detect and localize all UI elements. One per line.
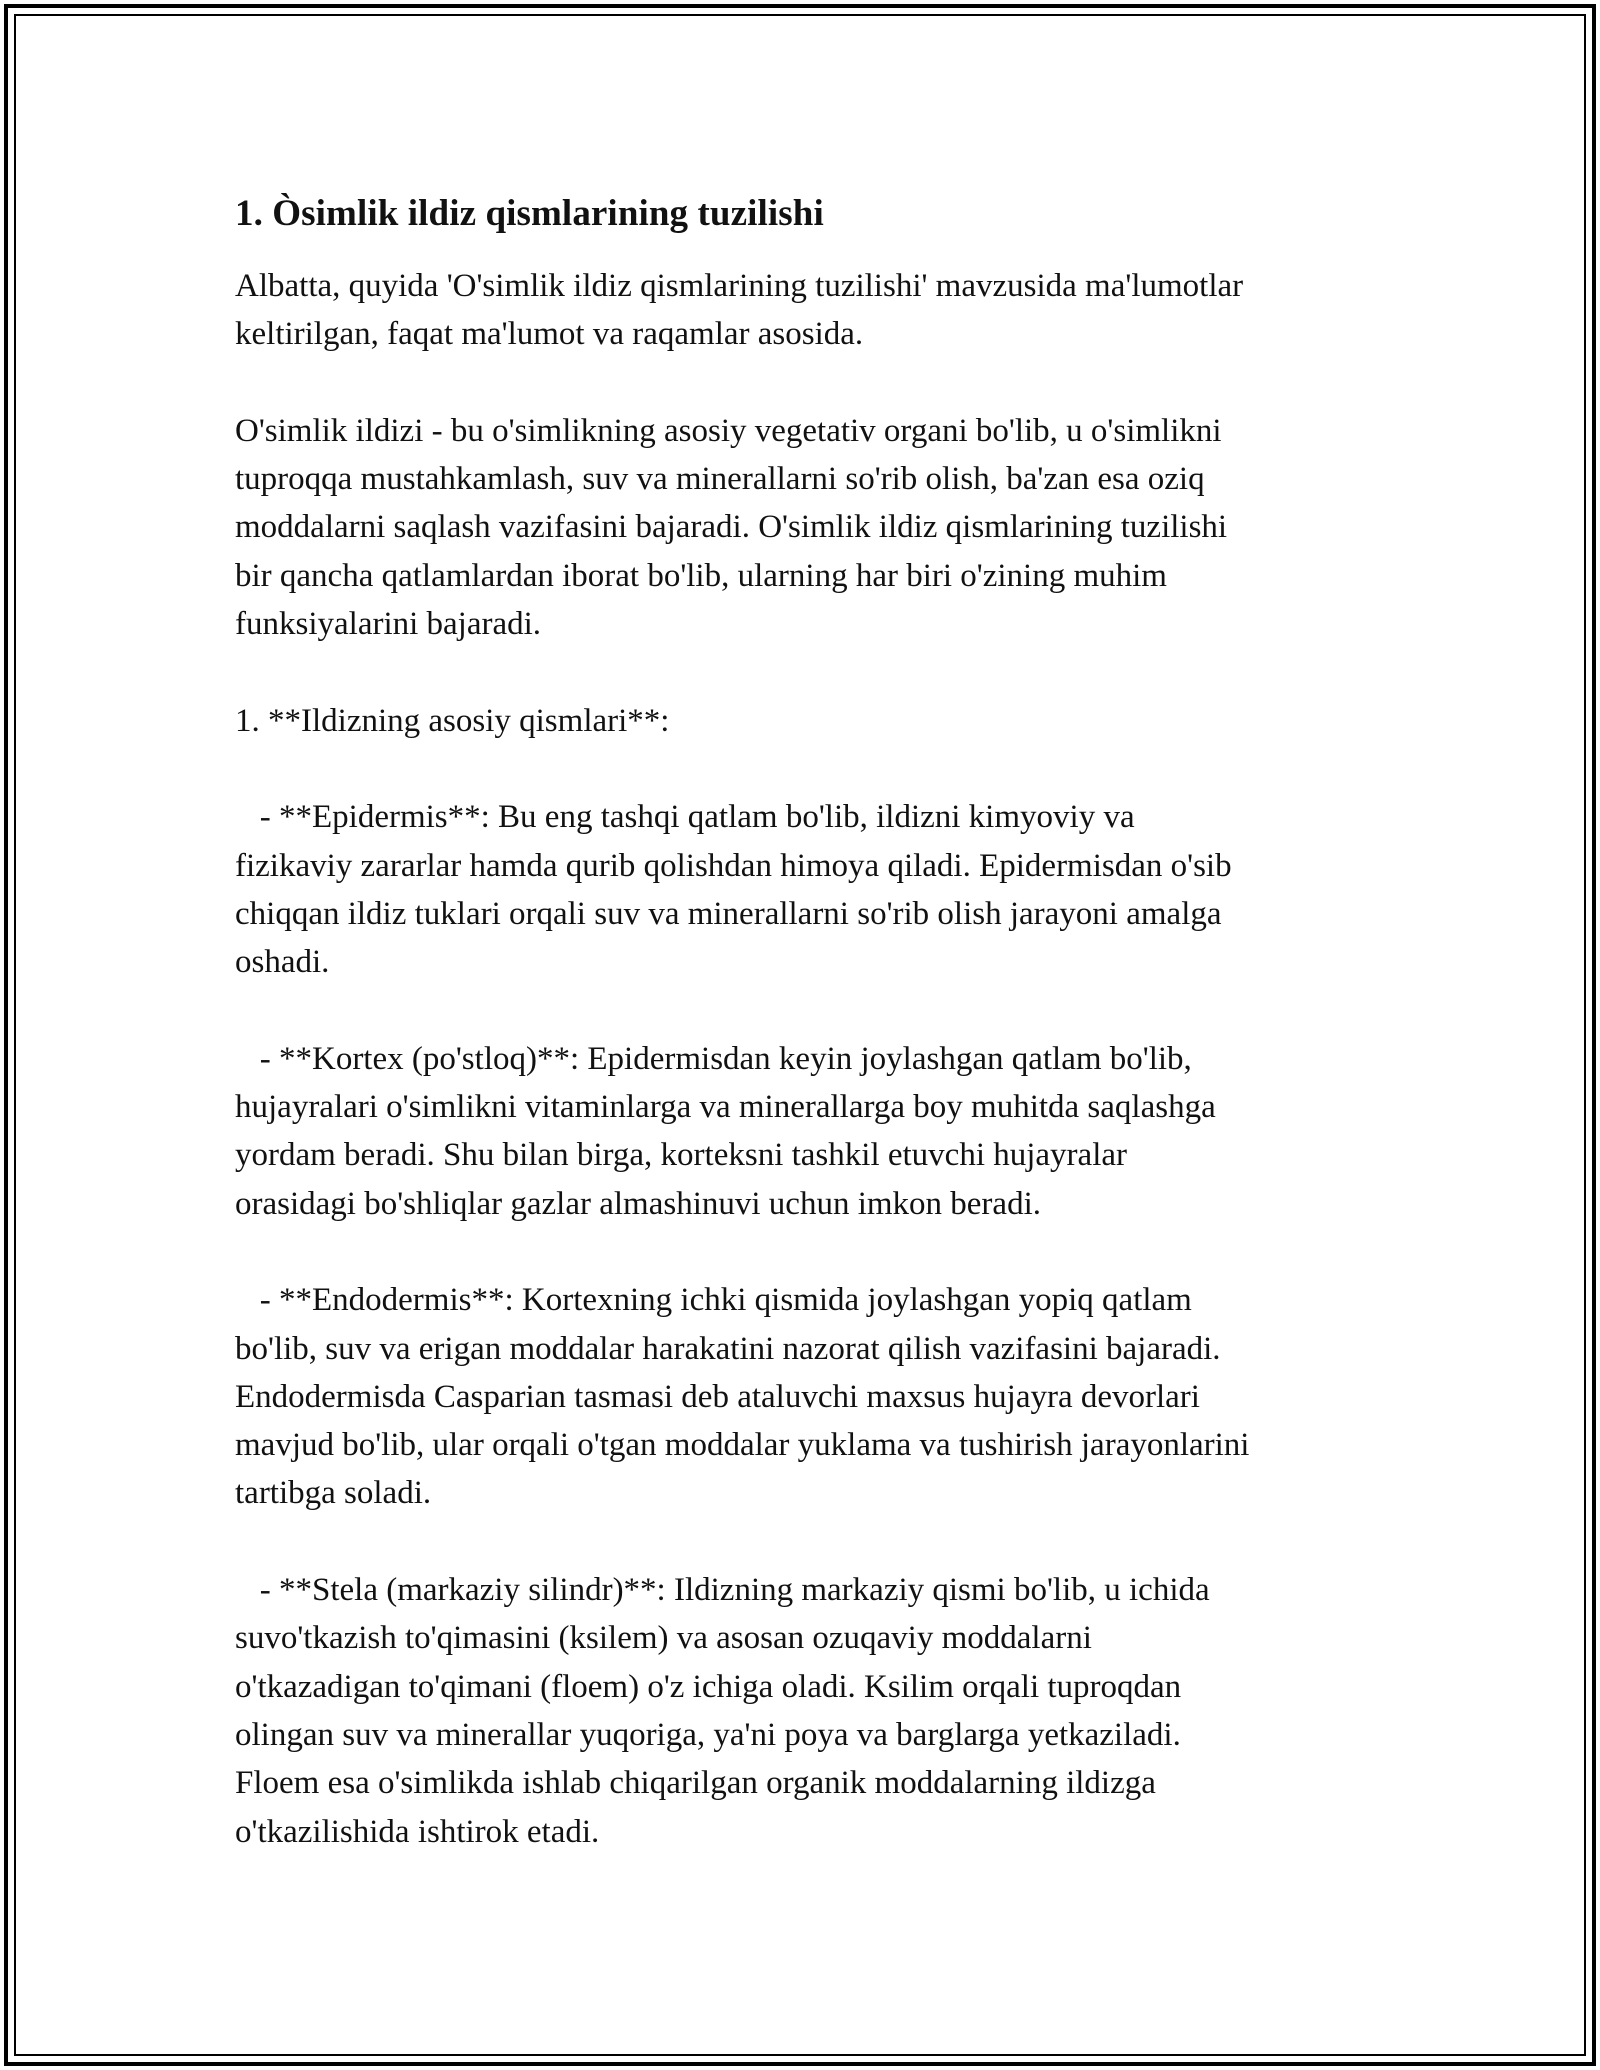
document-content (235, 186, 1385, 1856)
page-title: 1. Òsimlik ildiz qismlarining tuzilishi (235, 193, 824, 234)
body-text: Albatta, quyida 'O'simlik ildiz qismlarining tuzilishi' mavzusida ma'lumotlar keltirilgan, faqat ma'lumot va raqamlar asosida. O'simlik ildizi - bu o'simlikning asosiy vegetativ organi bo'lib, u o'simlikni tuproqqa mustahkamlash, suv va minerallarni so'rib olish, ba'zan esa oziq moddalarni saqlash vazifasini bajaradi. O'simlik ildiz qismlarining tuzilishi bir qancha qatlamlardan iborat bo'lib, ularning har biri o'zining muhim funksiyalarini bajaradi. 1. **Ildizning asosiy qismlari**: - **Epidermis**: Bu eng tashqi qatlam bo'lib, ildizni kimyoviy va fizikaviy zararlar hamda qurib qolishdan himoya qiladi. Epidermisdan o'sib chiqqan ildiz tuklari orqali suv va minerallarni so'rib olish jarayoni amalga oshadi. - **Kortex (po'stloq)**: Epidermisdan keyin joylashgan qatlam bo'lib, hujayralari o'simlikni vitaminlarga va minerallarga boy muhitda saqlashga yordam beradi. Shu bilan birga, korteksni tashkil etuvchi hujayralar orasidagi bo'shliqlar gazlar almashinuvi uchun imkon beradi. - **Endodermis**: Kortexning ichki qismida joylashgan yopiq qatlam bo'lib, suv va erigan moddalar harakatini nazorat qilish vazifasini bajaradi. Endodermisda Casparian tasmasi deb ataluvchi maxsus hujayra devorlari mavjud bo'lib, ular orqali o'tgan moddalar yuklama va tushirish jarayonlarini tartibga soladi. - **Stela (markaziy silindr)**: Ildizning markaziy qismi bo'lib, u ichida suvo'tkazish to'qimasini (ksilem) va asosan ozuqaviy moddalarni o'tkazadigan to'qimani (floem) o'z ichiga oladi. Ksilim orqali tuproqdan olingan suv va minerallar yuqoriga, ya'ni poya va barglarga yetkaziladi. Floem esa o'simlikda ishlab chiqarilgan organik moddalarning ildizga o'tkazilishida ishtirok etadi. (235, 268, 1250, 1850)
